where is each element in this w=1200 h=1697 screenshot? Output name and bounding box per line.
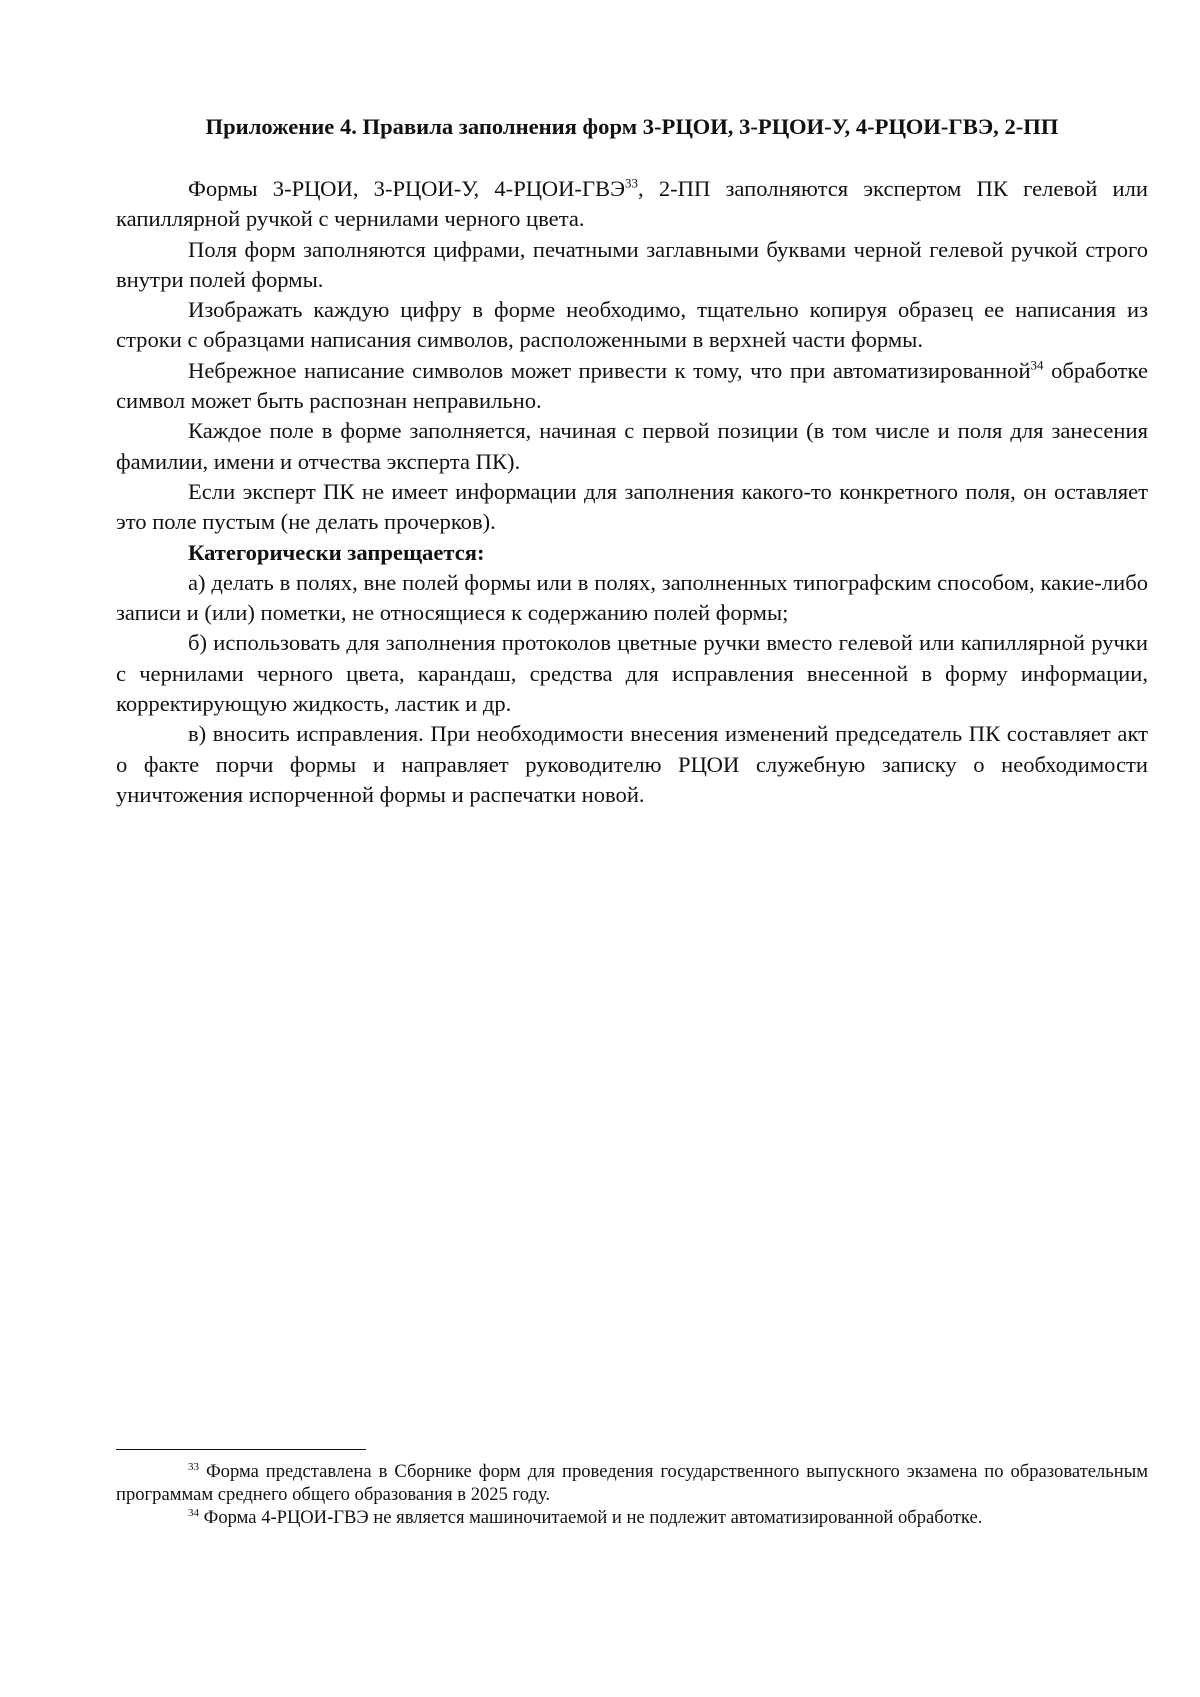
prohibition-item-c: в) вносить исправления. При необходимости внесения изменений председатель ПК составляет акт о факте порчи формы и направляет руководителю РЦОИ служебную записку о необходимости уничтожения испорченной формы и распечатки новой. bbox=[116, 721, 1148, 807]
prohibition-item-b: б) использовать для заполнения протоколов цветные ручки вместо гелевой или капиллярной ручки с чернилами черного цвета, карандаш, средства для исправления внесенной в форму информации, корректирующую жидкость, ластик и др. bbox=[116, 630, 1148, 717]
footnote-mark-33: 33 bbox=[188, 1460, 199, 1473]
paragraph-text: Небрежное написание символов может привести к тому, что при автоматизированной bbox=[188, 357, 1031, 383]
footnote-ref-33: 33 bbox=[625, 175, 638, 191]
footnote-text: Форма представлена в Сборнике форм для проведения государственного выпускного экзамена по образовательным программам среднего общего образования в 2025 году. bbox=[116, 1461, 1148, 1506]
footnote-34 bbox=[116, 1506, 1148, 1529]
prohibition-item-a: а) делать в полях, вне полей формы или в полях, заполненных типографским способом, какие-либо записи и (или) пометки, не относящиеся к содержанию полей формы; bbox=[116, 569, 1148, 626]
paragraph-first-position: Каждое поле в форме заполняется, начиная с первой позиции (в том числе и поля для занесения фамилии, имени и отчества эксперта ПК). bbox=[116, 418, 1148, 474]
footnotes bbox=[116, 1460, 1148, 1530]
page-title: Приложение 4. Правила заполнения форм 3-РЦОИ, 3-РЦОИ-У, 4-РЦОИ-ГВЭ, 2-ПП bbox=[205, 114, 1059, 139]
footnote-text: Форма 4-РЦОИ-ГВЭ не является машиночитаемой и не подлежит автоматизированной обработке. bbox=[203, 1507, 983, 1529]
footnote-ref-34: 34 bbox=[1030, 357, 1044, 373]
paragraph-forms-filled-by-expert bbox=[116, 174, 1148, 235]
paragraph-digit-copying: Изображать каждую цифру в форме необходимо, тщательно копируя образец ее написания из строки с образцами написания символов, расположенными в верхней части формы. bbox=[116, 297, 1148, 353]
prohibitions-heading: Категорически запрещается: bbox=[188, 539, 485, 565]
paragraph-fields-filled: Поля форм заполняются цифрами, печатными заглавными буквами черной гелевой ручкой строго внутри полей формы. bbox=[116, 236, 1148, 292]
footnote-33 bbox=[116, 1460, 1148, 1506]
body-text bbox=[116, 174, 1148, 810]
paragraph-empty-field: Если эксперт ПК не имеет информации для заполнения какого-то конкретного поля, он оставляет это поле пустым (не делать прочерков). bbox=[116, 478, 1148, 535]
footnote-separator bbox=[116, 1449, 366, 1450]
footnote-mark-34: 34 bbox=[188, 1507, 199, 1520]
paragraph-text: обработке символ может быть распознан неправильно. bbox=[116, 357, 1148, 414]
paragraph-text: Формы 3-РЦОИ, 3-РЦОИ-У, 4-РЦОИ-ГВЭ bbox=[188, 176, 625, 201]
paragraph-careless-writing bbox=[116, 356, 1148, 417]
paragraph-text: , 2-ПП заполняются экспертом ПК гелевой или капиллярной ручкой с чернилами черного цвета. bbox=[116, 176, 1148, 232]
